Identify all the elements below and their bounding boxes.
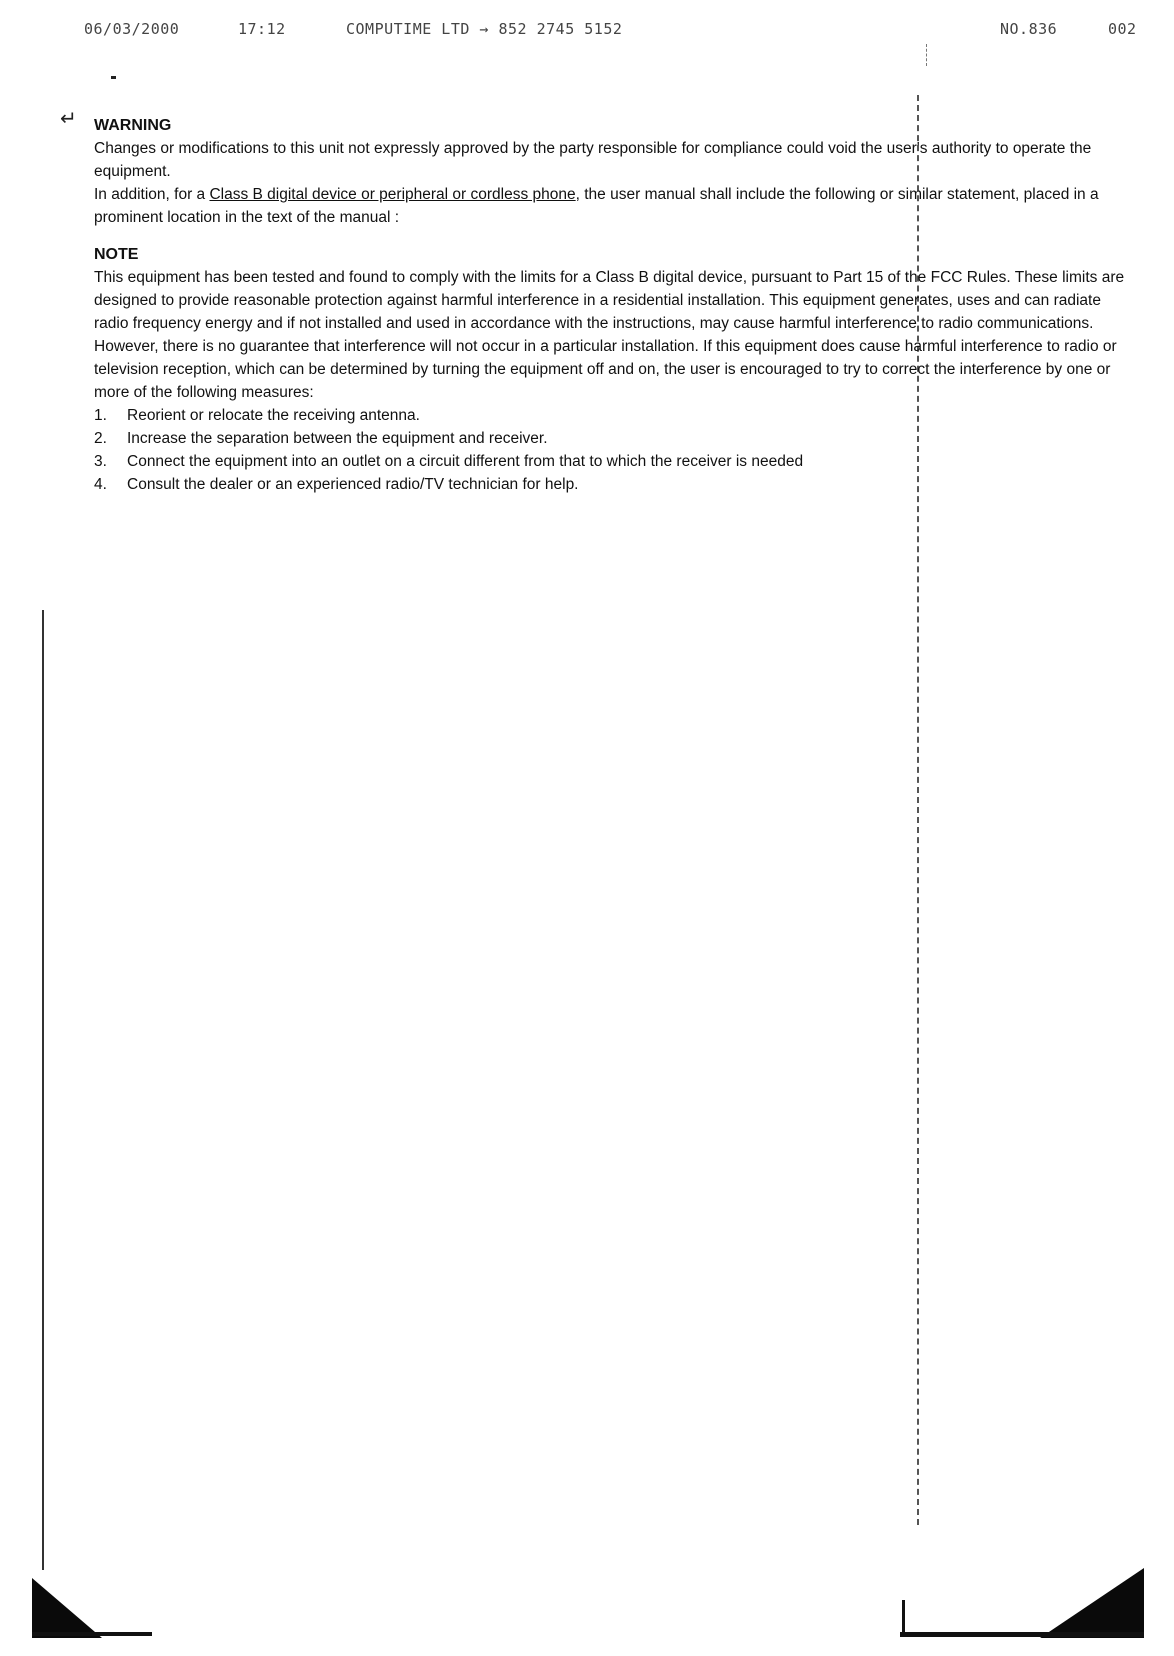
list-item [94,473,1134,496]
fax-time: 17:12 [238,20,286,38]
note-paragraph-2: However, there is no guarantee that interference will not occur in a particular installation. If this equipment does cause harmful interference to radio or television reception, which can be determined by turning the equipment off and on, the user is encouraged to try to correct the interference by one or more of the following measures: [94,338,1117,401]
fax-page-count: 002 [1108,20,1137,38]
list-item-text: Connect the equipment into an outlet on a circuit different from that to which the receiver is needed [127,453,804,470]
scan-mark [111,76,116,79]
fax-page-number: NO.836 [1000,20,1058,38]
document-body [94,114,1134,496]
list-item-number: 3. [94,453,107,470]
list-item [94,450,1134,473]
measures-list [94,404,1134,496]
scan-corner-bottom-right-base [900,1632,1144,1637]
list-item [94,404,1134,427]
scan-corner-bottom-right [1040,1568,1144,1638]
warning-arrow-icon: ↵ [60,108,77,130]
list-item-text: Consult the dealer or an experienced radio/TV technician for help. [127,476,579,493]
list-item-number: 4. [94,476,107,493]
note-heading: NOTE [94,246,139,263]
list-item-number: 1. [94,407,107,424]
fax-date: 06/03/2000 [84,20,180,38]
note-paragraph-1: This equipment has been tested and found to comply with the limits for a Class B digital device, pursuant to Part 15 of the FCC Rules. These limits are designed to provide reasonable protection against harmful interference in a residential installation. This equipment generates, uses and can radiate radio frequency energy and if not installed and used in accordance with the instructions, may cause harmful interference to radio communications. [94,269,1125,332]
warning-paragraph-2-suffix: , the user manual shall include the following or similar statement, placed in a prominent location in the text of the manual : [94,186,1099,226]
list-item-text: Increase the separation between the equipment and receiver. [127,430,548,447]
fax-sender: COMPUTIME LTD → 852 2745 5152 [346,20,623,38]
class-b-device-underlined: Class B digital device or peripheral or cordless phone [209,186,576,203]
scan-corner-bottom-left [32,1578,102,1638]
scan-corner-bottom-right-tick [902,1600,905,1636]
scan-streak-top [926,44,927,66]
fax-header [0,20,1174,44]
scan-left-edge [42,610,44,1570]
warning-paragraph-1: Changes or modifications to this unit not expressly approved by the party responsible for compliance could void the user's authority to operate the equipment. [94,140,1092,180]
list-item-number: 2. [94,430,107,447]
scan-corner-bottom-left-base [32,1632,152,1636]
warning-paragraph-2-prefix: In addition, for a [94,186,210,203]
warning-heading: WARNING [94,117,172,134]
list-item-text: Reorient or relocate the receiving antenna. [127,407,420,424]
list-item [94,427,1134,450]
warning-paragraph-2 [94,183,1134,229]
